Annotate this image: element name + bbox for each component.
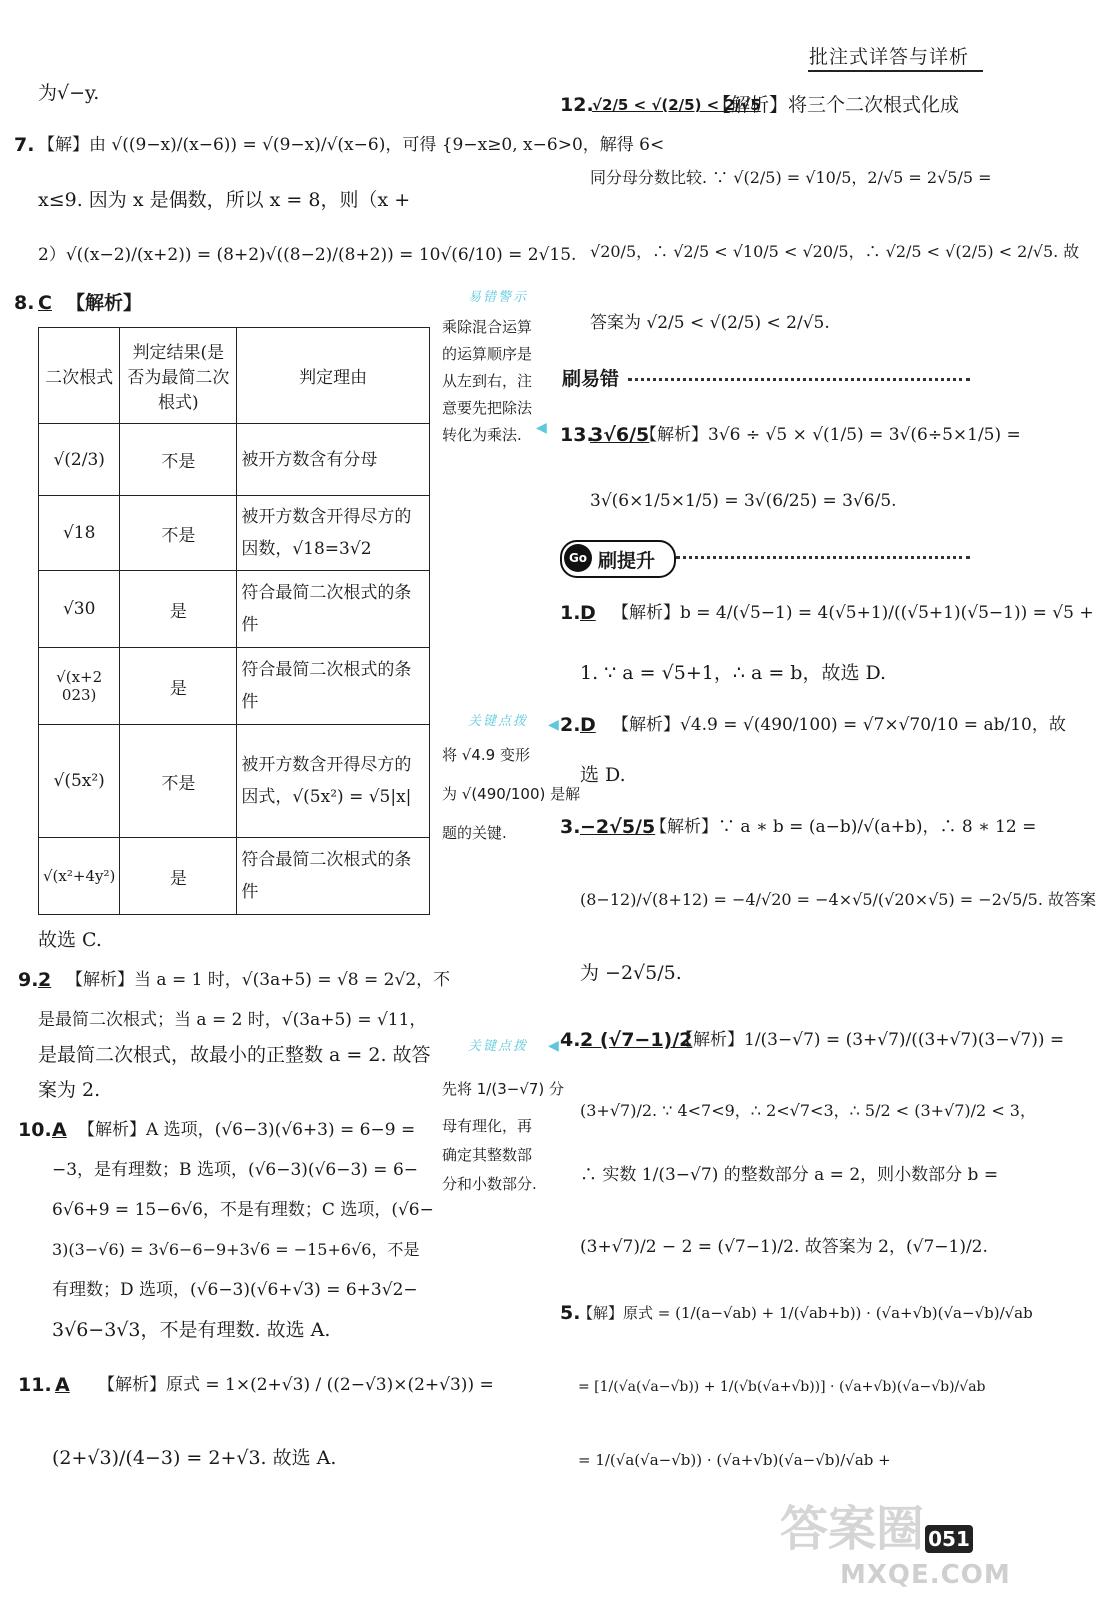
solution-line: 3√6−3√3，不是有理数. 故选 A.: [52, 1319, 331, 1341]
table-row: [39, 424, 430, 496]
table-cell: 被开方数含开得尽方的因式，√(5x²) = √5|x|: [237, 725, 430, 838]
solution-line: 为 −2√5/5.: [580, 962, 682, 984]
answer: 3√6/5: [590, 424, 650, 446]
side-note-line: 确定其整数部: [442, 1146, 533, 1164]
answer: 2 (√7−1)/2: [580, 1029, 693, 1051]
side-note-line: 将 √4.9 变形: [442, 746, 530, 764]
question-number: 2.: [560, 714, 581, 736]
page-number: 051: [925, 1525, 973, 1553]
answer: √2/5 < √(2/5) < 2/√5: [592, 96, 761, 114]
answer: D: [580, 602, 596, 624]
go-icon: Go: [564, 544, 592, 572]
question-number: 13.: [560, 424, 594, 446]
question-number: 12.: [560, 94, 594, 116]
question-number: 8.: [14, 292, 35, 314]
answer: 2: [38, 969, 52, 991]
side-note-line: 意要先把除法: [442, 399, 533, 417]
solution-line: 同分母分数比较. ∵ √(2/5) = √10/5，2/√5 = 2√5/5 =: [590, 168, 992, 187]
solution-line: 【解】由 √((9−x)/(x−6)) = √(9−x)/√(x−6)，可得 {9−x≥0, x−6>0，解得 6<: [38, 135, 665, 155]
section-badge: [560, 540, 676, 578]
solution-line: 【解析】原式 = 1×(2+√3) / ((2−√3)×(2+√3)) =: [98, 1375, 494, 1395]
table-header: 判定结果(是否为最简二次根式): [120, 328, 237, 424]
pointer-arrow-icon: ◀: [548, 717, 559, 733]
side-note-line: 分和小数部分.: [442, 1175, 537, 1193]
table-cell: 不是: [120, 424, 237, 496]
side-note-line: 为 √(490/100) 是解: [442, 785, 581, 803]
table-row: [39, 838, 430, 915]
solution-line: ∴ 实数 1/(3−√7) 的整数部分 a = 2，则小数部分 b =: [580, 1165, 999, 1185]
question-number: 3.: [560, 816, 581, 838]
solution-line: = 1/(√a(√a−√b)) · (√a+√b)(√a−√b)/√ab +: [578, 1451, 891, 1469]
continuation-text: 为√−y.: [38, 82, 100, 104]
answer: −2√5/5: [580, 816, 656, 838]
question-number: 10.: [18, 1119, 52, 1141]
pointer-arrow-icon: ◀: [536, 420, 547, 436]
solution-line: 【解析】∵ a ∗ b = (a−b)/√(a+b)，∴ 8 ∗ 12 =: [650, 817, 1037, 837]
header-underline: [808, 70, 983, 72]
table-cell: 被开方数含有分母: [237, 424, 430, 496]
table-cell: 不是: [120, 725, 237, 838]
solution-line: 选 D.: [580, 764, 626, 786]
side-note-title: 关键点拨: [468, 714, 529, 729]
table-header: 二次根式: [39, 328, 120, 424]
side-note-line: 先将 1/(3−√7) 分: [442, 1080, 565, 1098]
judgement-table: [38, 327, 430, 915]
table-cell: √(5x²): [39, 725, 120, 838]
side-note-line: 从左到右，注: [442, 372, 533, 390]
table-row: [39, 571, 430, 648]
solution-line: (3+√7)/2 − 2 = (√7−1)/2. 故答案为 2，(√7−1)/2.: [580, 1237, 988, 1257]
solution-line: 【解析】A 选项，(√6−3)(√6+3) = 6−9 =: [78, 1120, 416, 1140]
solution-line: 答案为 √2/5 < √(2/5) < 2/√5.: [590, 313, 830, 333]
table-cell: √(2/3): [39, 424, 120, 496]
side-note: [442, 1076, 564, 1198]
section-title: 刷提升: [598, 550, 656, 572]
question-number: 1.: [560, 602, 581, 624]
solution-line: 【解析】b = 4/(√5−1) = 4(√5+1)/((√5+1)(√5−1)) = √5 +: [612, 603, 1094, 623]
side-note-line: 母有理化，再: [442, 1117, 533, 1135]
watermark-url: MXQE.COM: [840, 1560, 1011, 1590]
table-cell: 是: [120, 571, 237, 648]
question-number: 5.: [560, 1302, 581, 1324]
solution-line: (3+√7)/2. ∵ 4<7<9，∴ 2<√7<3，∴ 5/2 < (3+√7)/2 < 3，: [580, 1101, 1036, 1120]
solution-line: 2）√((x−2)/(x+2)) = (8+2)√((8−2)/(8+2)) = 10√(6/10) = 2√15.: [38, 245, 577, 265]
question-number: 4.: [560, 1029, 581, 1051]
table-cell: 是: [120, 648, 237, 725]
table-row: [39, 648, 430, 725]
side-note-title: 关键点拨: [468, 1039, 529, 1054]
table-cell: 不是: [120, 496, 237, 571]
solution-line: 6√6+9 = 15−6√6，不是有理数；C 选项，(√6−: [52, 1200, 434, 1220]
solution-line: 案为 2.: [38, 1079, 101, 1101]
table-cell: √18: [39, 496, 120, 571]
solution-line: (8−12)/√(8+12) = −4/√20 = −4×√5/(√20×√5) = −2√5/5. 故答案: [580, 890, 1096, 909]
table-cell: 符合最简二次根式的条件: [237, 648, 430, 725]
question-number: 9.: [18, 969, 39, 991]
solution-line: 【解析】将三个二次根式化成: [712, 94, 960, 116]
solution-line: 【解析】√4.9 = √(490/100) = √7×√70/10 = ab/10，故: [612, 715, 1066, 735]
answer: D: [580, 714, 596, 736]
question-number: 11.: [18, 1374, 52, 1396]
side-note-line: 乘除混合运算: [442, 318, 533, 336]
side-note: [442, 314, 532, 449]
solution-line: 【解析】3√6 ÷ √5 × √(1/5) = 3√(6÷5×1/5) =: [640, 425, 1021, 445]
solution-line: (2+√3)/(4−3) = 2+√3. 故选 A.: [52, 1447, 337, 1469]
table-cell: 符合最简二次根式的条件: [237, 571, 430, 648]
solution-line: 【解析】当 a = 1 时，√(3a+5) = √8 = 2√2，不: [66, 970, 451, 990]
table-row: [39, 725, 430, 838]
table-header: 判定理由: [237, 328, 430, 424]
solution-line: 是最简二次根式，故最小的正整数 a = 2. 故答: [38, 1044, 431, 1066]
answer: A: [55, 1374, 70, 1396]
question-number: 7.: [14, 134, 35, 156]
header-title: 批注式详答与详析: [808, 46, 969, 68]
section-title: 刷易错: [562, 368, 620, 390]
solution-line: √20/5，∴ √2/5 < √10/5 < √20/5，∴ √2/5 < √(2/5) < 2/√5. 故: [590, 242, 1080, 261]
section-divider: [676, 556, 970, 559]
conclusion-text: 故选 C.: [38, 929, 102, 951]
answer: A: [52, 1119, 67, 1141]
table-cell: √(x²+4y²): [39, 838, 120, 915]
side-note-line: 的运算顺序是: [442, 345, 533, 363]
table-cell: 符合最简二次根式的条件: [237, 838, 430, 915]
table-cell: √30: [39, 571, 120, 648]
pointer-arrow-icon: ◀: [548, 1038, 559, 1054]
side-note-line: 转化为乘法.: [442, 426, 522, 444]
side-note-line: 题的关键.: [442, 824, 507, 842]
solution-line: 1. ∵ a = √5+1，∴ a = b，故选 D.: [580, 662, 887, 684]
table-cell: √(x+2 023): [39, 648, 120, 725]
table-cell: 是: [120, 838, 237, 915]
watermark-logo: 答案圈: [780, 1501, 925, 1557]
solution-line: 3√(6×1/5×1/5) = 3√(6/25) = 3√6/5.: [590, 491, 897, 511]
table-row: [39, 496, 430, 571]
table-cell: 被开方数含开得尽方的因数，√18=3√2: [237, 496, 430, 571]
section-divider: [628, 378, 970, 381]
solution-line: = [1/(√a(√a−√b)) + 1/(√b(√a+√b))] · (√a+√b)(√a−√b)/√ab: [578, 1379, 986, 1395]
side-note-title: 易错警示: [468, 290, 529, 305]
answer: C: [38, 292, 52, 314]
solution-line: 【解析】1/(3−√7) = (3+√7)/((3+√7)(3−√7)) =: [676, 1030, 1065, 1050]
solution-line: 是最简二次根式；当 a = 2 时，√(3a+5) = √11，: [38, 1010, 427, 1030]
solution-line: x≤9. 因为 x 是偶数，所以 x = 8，则（x +: [38, 189, 411, 211]
solution-line: 3)(3−√6) = 3√6−6−9+3√6 = −15+6√6，不是: [52, 1240, 420, 1259]
solution-line: 【解】原式 = (1/(a−√ab) + 1/(√ab+b)) · (√a+√b)(√a−√b)/√ab: [578, 1304, 1033, 1322]
analysis-tag: 【解析】: [66, 292, 143, 314]
solution-line: −3，是有理数；B 选项，(√6−3)(√6−3) = 6−: [52, 1160, 419, 1180]
solution-line: 有理数；D 选项，(√6−3)(√6+√3) = 6+3√2−: [52, 1280, 418, 1300]
